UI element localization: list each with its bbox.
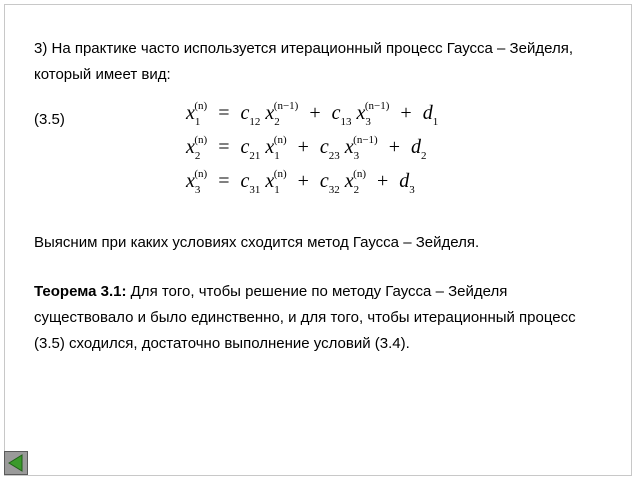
theorem-line-1: Для того, чтобы решение по методу Гаусса – Зейделя bbox=[126, 283, 508, 300]
subscript: 1 bbox=[194, 116, 201, 128]
subscript: 2 bbox=[420, 150, 427, 162]
subscript: 1 bbox=[274, 150, 280, 162]
intro-line-1: 3) На практике часто используется итерационный процесс Гаусса – Зейделя, bbox=[34, 40, 573, 57]
intro-line-2: который имеет вид: bbox=[34, 66, 171, 83]
theorem-label: Теорема 3.1: bbox=[34, 283, 127, 300]
subscript: 12 bbox=[249, 116, 261, 128]
theorem bbox=[34, 279, 576, 357]
subscript: 2 bbox=[353, 184, 360, 196]
equation-system bbox=[186, 96, 438, 198]
superscript: (n−1) bbox=[273, 100, 299, 112]
subscript: 3 bbox=[194, 184, 201, 196]
var: x bbox=[344, 136, 354, 158]
superscript: (n) bbox=[194, 134, 208, 146]
const: d bbox=[410, 136, 421, 158]
plus-sign: + bbox=[297, 136, 309, 158]
equals-sign: = bbox=[218, 170, 230, 192]
subscript: 1 bbox=[274, 184, 280, 196]
subscript: 32 bbox=[328, 184, 340, 196]
coef: c bbox=[240, 136, 250, 158]
back-button[interactable] bbox=[4, 451, 28, 475]
var: x bbox=[186, 170, 195, 192]
equals-sign: = bbox=[218, 102, 230, 124]
const: d bbox=[399, 170, 410, 192]
superscript: (n) bbox=[194, 100, 208, 112]
subscript: 2 bbox=[194, 150, 201, 162]
subscript: 3 bbox=[353, 150, 360, 162]
equation-label: (3.5) bbox=[34, 111, 65, 128]
theorem-line-3: (3.5) сходился, достаточно выполнение условий (3.4). bbox=[34, 335, 410, 352]
subscript: 3 bbox=[365, 116, 371, 128]
var: x bbox=[265, 136, 275, 158]
subscript: 13 bbox=[340, 116, 352, 128]
equation-row bbox=[186, 96, 438, 130]
theorem-line-2: существовало и было единственно, и для того, чтобы итерационный процесс bbox=[34, 309, 576, 326]
subscript: 23 bbox=[328, 150, 340, 162]
var: x bbox=[186, 136, 195, 158]
var: x bbox=[186, 102, 195, 124]
superscript: (n) bbox=[273, 168, 287, 180]
superscript: (n) bbox=[194, 168, 208, 180]
var: x bbox=[356, 102, 366, 124]
equals-sign: = bbox=[218, 136, 230, 158]
back-arrow-icon bbox=[5, 452, 27, 474]
plus-sign: + bbox=[297, 170, 309, 192]
plus-sign: + bbox=[388, 136, 400, 158]
superscript: (n) bbox=[353, 168, 366, 180]
coef: c bbox=[319, 170, 329, 192]
equation-row bbox=[186, 164, 438, 198]
superscript: (n−1) bbox=[364, 100, 390, 112]
subscript: 21 bbox=[249, 150, 261, 162]
coef: c bbox=[319, 136, 329, 158]
convergence-question: Выясним при каких условиях сходится метод Гаусса – Зейделя. bbox=[34, 234, 480, 251]
superscript: (n) bbox=[273, 134, 287, 146]
plus-sign: + bbox=[309, 102, 321, 124]
subscript: 31 bbox=[249, 184, 261, 196]
intro-paragraph bbox=[34, 36, 573, 88]
plus-sign: + bbox=[400, 102, 412, 124]
plus-sign: + bbox=[377, 170, 389, 192]
coef: c bbox=[240, 170, 250, 192]
superscript: (n−1) bbox=[353, 134, 378, 146]
var: x bbox=[265, 102, 275, 124]
subscript: 2 bbox=[274, 116, 280, 128]
coef: c bbox=[240, 102, 250, 124]
equation-row bbox=[186, 130, 438, 164]
const: d bbox=[422, 102, 433, 124]
var: x bbox=[344, 170, 354, 192]
subscript: 1 bbox=[432, 116, 439, 128]
coef: c bbox=[331, 102, 341, 124]
subscript: 3 bbox=[409, 184, 415, 196]
var: x bbox=[265, 170, 275, 192]
